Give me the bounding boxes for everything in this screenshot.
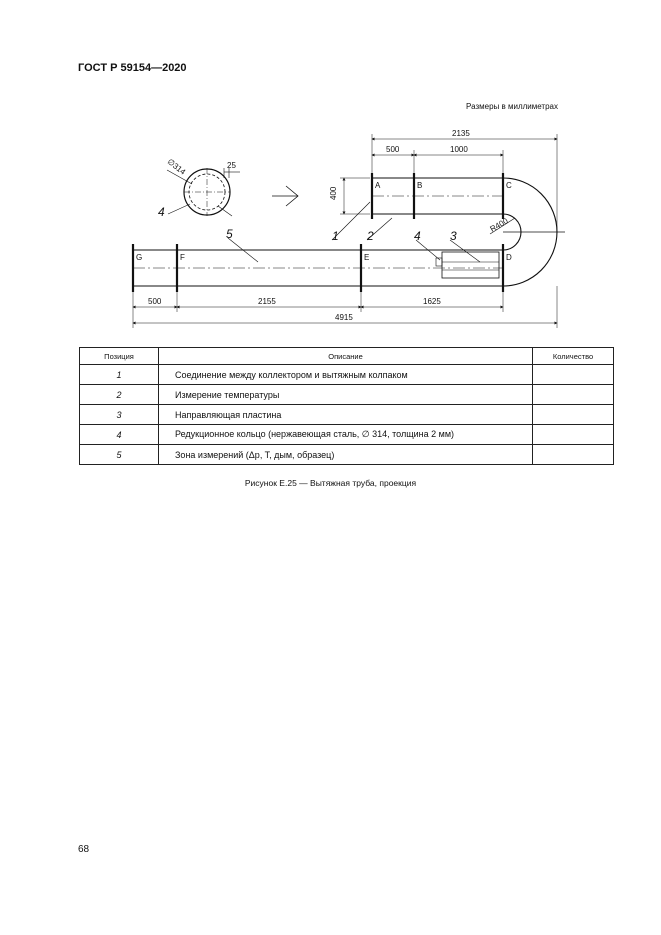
header-description: Описание bbox=[159, 348, 533, 365]
row-quantity bbox=[533, 385, 614, 405]
table-row bbox=[80, 365, 614, 385]
direction-arrow bbox=[272, 186, 298, 206]
row-description: Соединение между коллектором и вытяжным колпаком bbox=[159, 365, 533, 385]
table-row bbox=[80, 385, 614, 405]
label-a: A bbox=[375, 181, 381, 190]
dim-total-top: 2135 bbox=[452, 129, 470, 138]
table-row bbox=[80, 445, 614, 465]
label-c: C bbox=[506, 181, 512, 190]
row-quantity bbox=[533, 365, 614, 385]
row-description: Измерение температуры bbox=[159, 385, 533, 405]
label-f: F bbox=[180, 253, 185, 262]
figure-caption: Рисунок Е.25 — Вытяжная труба, проекция bbox=[244, 478, 417, 488]
dim-radius: R400 bbox=[488, 216, 510, 234]
dim-total-bottom: 4915 bbox=[335, 313, 353, 322]
dim-500-top: 500 bbox=[386, 145, 400, 154]
dim-500-bottom: 500 bbox=[148, 297, 162, 306]
table-header-row bbox=[80, 348, 614, 365]
row-description: Направляющая пластина bbox=[159, 405, 533, 425]
row-position: 5 bbox=[80, 445, 159, 465]
callout-1: 1 bbox=[332, 229, 339, 243]
dim-1625: 1625 bbox=[423, 297, 441, 306]
callout-2: 2 bbox=[367, 229, 374, 243]
exhaust-duct-drawing bbox=[0, 0, 661, 340]
row-position: 1 bbox=[80, 365, 159, 385]
dim-thickness: 25 bbox=[227, 161, 236, 170]
dim-diameter: ∅314 bbox=[165, 157, 188, 177]
table-row bbox=[80, 425, 614, 445]
row-position: 4 bbox=[80, 425, 159, 445]
row-position: 2 bbox=[80, 385, 159, 405]
label-d: D bbox=[506, 253, 512, 262]
row-quantity bbox=[533, 425, 614, 445]
row-description: Зона измерений (Δp, T, дым, образец) bbox=[159, 445, 533, 465]
row-position: 3 bbox=[80, 405, 159, 425]
document-header: ГОСТ Р 59154—2020 bbox=[78, 62, 187, 74]
guide-plate bbox=[442, 252, 499, 278]
header-position: Позиция bbox=[80, 348, 159, 365]
header-quantity: Количество bbox=[533, 348, 614, 365]
row-quantity bbox=[533, 405, 614, 425]
label-g: G bbox=[136, 253, 143, 262]
callout-3: 3 bbox=[450, 229, 457, 243]
label-b: B bbox=[417, 181, 423, 190]
specification-table bbox=[79, 347, 614, 465]
label-e: E bbox=[364, 253, 370, 262]
dim-height: 400 bbox=[329, 186, 338, 200]
units-note: Размеры в миллиметрах bbox=[466, 102, 558, 111]
row-description: Редукционное кольцо (нержавеющая сталь, ∅ 314, толщина 2 мм) bbox=[159, 425, 533, 445]
dim-2155: 2155 bbox=[258, 297, 276, 306]
dim-1000: 1000 bbox=[450, 145, 468, 154]
callout-4: 4 bbox=[414, 229, 421, 243]
row-quantity bbox=[533, 445, 614, 465]
page-number: 68 bbox=[78, 844, 90, 855]
callout-5: 5 bbox=[226, 227, 233, 241]
callout-4-section: 4 bbox=[158, 205, 165, 219]
table-row bbox=[80, 405, 614, 425]
